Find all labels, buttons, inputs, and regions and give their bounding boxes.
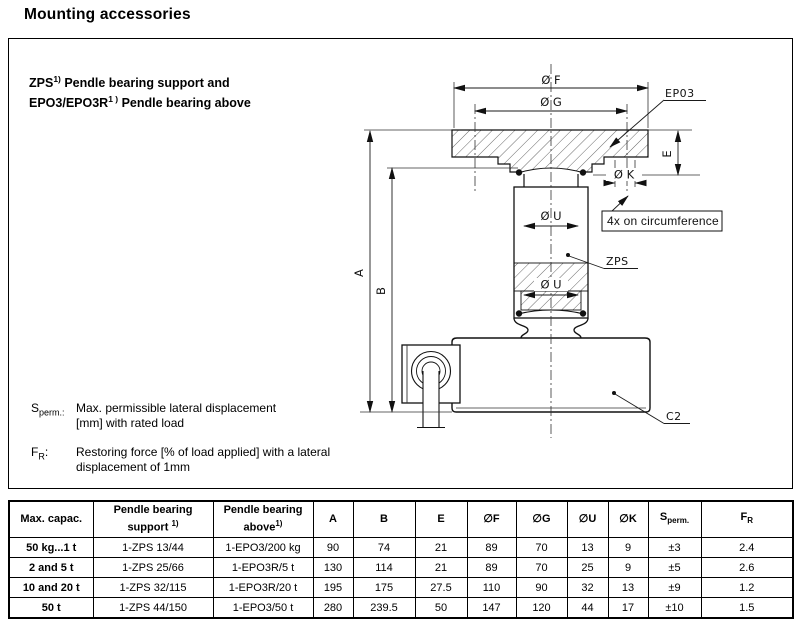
table-cell: ±3 (648, 538, 701, 558)
dim-label-k: Ø K (613, 167, 635, 182)
table-cell: 1-ZPS 13/44 (93, 538, 213, 558)
table-cell: 120 (516, 598, 567, 619)
table-cell: 9 (608, 558, 648, 578)
table-cell: 130 (313, 558, 353, 578)
table-cell: 2.4 (701, 538, 793, 558)
note-fr-definition (76, 445, 330, 475)
table-cell: 50 kg...1 t (9, 538, 93, 558)
table-cell: 70 (516, 558, 567, 578)
table-cell: 21 (415, 538, 467, 558)
note-line: Max. permissible lateral displacement (76, 401, 277, 415)
column-header-e: E (415, 501, 467, 538)
seal-ring-left (516, 169, 522, 175)
table-cell: 25 (567, 558, 608, 578)
table-cell: 1-EPO3/200 kg (213, 538, 313, 558)
heading-text: Pendle bearing above (118, 96, 251, 111)
table-body (9, 538, 793, 619)
table-cell: 13 (608, 578, 648, 598)
table-cell: 280 (313, 598, 353, 619)
dim-label-u-lower: Ø U (540, 277, 562, 292)
column-header-k: ∅K (608, 501, 648, 538)
dim-label-f: Ø F (541, 73, 561, 87)
table-cell: 114 (353, 558, 415, 578)
table-cell: 50 t (9, 598, 93, 619)
note-line: displacement of 1mm (76, 460, 191, 474)
table-cell: 90 (313, 538, 353, 558)
table-row (9, 598, 793, 619)
specification-table (8, 500, 794, 619)
table-header (9, 501, 793, 538)
part-label-c2: C2 (666, 410, 682, 423)
table-cell: 74 (353, 538, 415, 558)
column-header-fr: $F_R$ (701, 501, 793, 538)
footnote-marker: 1) (53, 74, 61, 84)
note-fr-symbol: $F_R$: (31, 445, 49, 462)
table-cell: 110 (467, 578, 516, 598)
product-name-zps: ZPS (29, 76, 54, 91)
dim-label-u-upper: Ø U (540, 209, 562, 223)
part-label-ep03: EP03 (665, 87, 695, 100)
table-cell: 1-ZPS 32/115 (93, 578, 213, 598)
table-cell: 1-EPO3R/5 t (213, 558, 313, 578)
table-cell: 32 (567, 578, 608, 598)
column-header-a: A (313, 501, 353, 538)
table-cell: 44 (567, 598, 608, 619)
seal-ring-bottom-left (516, 310, 522, 316)
column-header-sperm: $S_{perm.}$ (648, 501, 701, 538)
table-cell: 50 (415, 598, 467, 619)
footnote-marker: 1 ) (108, 94, 119, 105)
table-cell: ±5 (648, 558, 701, 578)
table-cell: 89 (467, 558, 516, 578)
column-header-b: B (353, 501, 415, 538)
product-name-epo3: EPO3/EPO3R (29, 96, 109, 111)
column-header-capacity: Max. capac. (9, 501, 93, 538)
table-cell: 21 (415, 558, 467, 578)
table-cell: 147 (467, 598, 516, 619)
table-cell: 1-ZPS 44/150 (93, 598, 213, 619)
note-sperm-symbol: $S_{perm.:}$ (31, 401, 65, 418)
table-cell: 89 (467, 538, 516, 558)
column-header-above: Pendle bearing above$^{1)}$ (213, 501, 313, 538)
dim-label-g: Ø G (540, 95, 562, 109)
circumference-note-label: 4x on circumference (607, 214, 719, 228)
table-cell: 195 (313, 578, 353, 598)
table-row (9, 558, 793, 578)
cable-mask (424, 371, 439, 427)
table-cell: 17 (608, 598, 648, 619)
table-cell: 13 (567, 538, 608, 558)
table-cell: 239.5 (353, 598, 415, 619)
leader-dot-c2 (612, 391, 616, 395)
part-label-zps: ZPS (606, 255, 629, 268)
column-header-support: Pendle bearing support $^{1)}$ (93, 501, 213, 538)
table-cell: 90 (516, 578, 567, 598)
dim-label-e: E (660, 150, 674, 158)
table-cell: 1.5 (701, 598, 793, 619)
table-cell: 1-ZPS 25/66 (93, 558, 213, 578)
table-row (9, 578, 793, 598)
table-cell: 9 (608, 538, 648, 558)
content-panel (8, 38, 793, 489)
table-cell: 2.6 (701, 558, 793, 578)
heading-text: Pendle bearing support and (60, 76, 230, 91)
table-row (9, 538, 793, 558)
column-header-g: ∅G (516, 501, 567, 538)
table-cell: 1.2 (701, 578, 793, 598)
table-cell: 1-EPO3/50 t (213, 598, 313, 619)
table-cell: 70 (516, 538, 567, 558)
note-sperm (31, 401, 276, 431)
table-cell: 2 and 5 t (9, 558, 93, 578)
dim-label-a: A (352, 269, 366, 277)
leader-dot-zps (566, 253, 570, 257)
seal-ring-right (580, 169, 586, 175)
column-header-f: ∅F (467, 501, 516, 538)
note-line: Restoring force [% of load applied] with a lateral (76, 445, 331, 459)
table-cell: ±9 (648, 578, 701, 598)
table-cell: 27.5 (415, 578, 467, 598)
leader-circumference (612, 196, 628, 211)
table-cell: ±10 (648, 598, 701, 619)
note-sperm-definition (76, 401, 276, 431)
column-header-u: ∅U (567, 501, 608, 538)
note-fr (31, 445, 330, 475)
note-line: [mm] with rated load (76, 416, 185, 430)
dim-label-b: B (374, 287, 388, 295)
page-title: Mounting accessories (24, 6, 191, 23)
seal-ring-bottom-right (580, 310, 586, 316)
table-cell: 1-EPO3R/20 t (213, 578, 313, 598)
table-cell: 10 and 20 t (9, 578, 93, 598)
flange-section (452, 130, 648, 172)
table-cell: 175 (353, 578, 415, 598)
